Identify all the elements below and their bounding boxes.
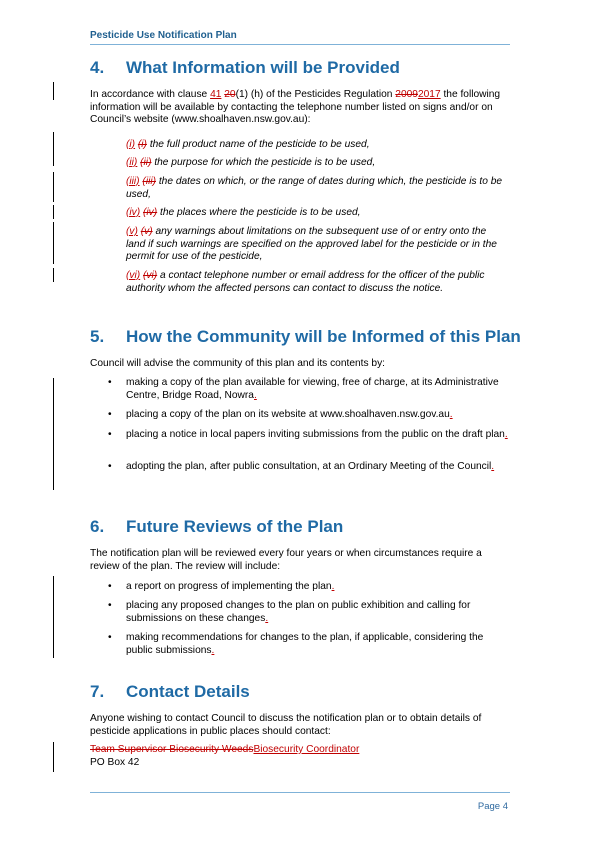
bullet-icon: •: [108, 581, 112, 592]
bullet-item: • placing any proposed changes to the plan on public exhibition and calling for submissions on these changes.: [108, 600, 471, 624]
section-title: Contact Details: [126, 682, 250, 701]
bullet-icon: •: [108, 409, 112, 420]
bullet-icon: •: [108, 377, 112, 388]
deleted-text: (ii): [140, 157, 152, 168]
change-bar: [53, 172, 54, 202]
inserted-text: (iii): [126, 176, 140, 187]
bullet-item: • placing a notice in local papers inviting submissions from the public on the draft plan.: [108, 429, 508, 440]
running-header: Pesticide Use Notification Plan: [90, 30, 237, 41]
bullet-item: • placing a copy of the plan on its website at www.shoalhaven.nsw.gov.au.: [108, 409, 453, 420]
section-heading: [90, 58, 400, 78]
section-number: 6.: [90, 517, 105, 536]
deleted-text: (i): [137, 139, 147, 150]
deleted-text: 20: [224, 89, 236, 100]
change-bar: [53, 268, 54, 282]
list-item: (ii) (ii) the purpose for which the pesticide is to be used,: [126, 157, 376, 168]
paragraph: The notification plan will be reviewed every four years or when circumstances require a review of the plan. The review will include:: [90, 548, 482, 572]
paragraph: In accordance with clause 41 20(1) (h) of the Pesticides Regulation 20092017 the following information will be available by contacting the telephone number listed on signs and/or on Council’s website (www.shoalhaven.nsw.gov.au):: [90, 89, 501, 126]
list-item: (iv) (iv) the places where the pesticide is to be used,: [126, 207, 361, 218]
section-heading: [90, 327, 521, 347]
inserted-text: .: [253, 389, 257, 401]
section-title: How the Community will be Informed of this Plan: [126, 327, 521, 346]
list-item: (v) (v) any warnings about limitations on the subsequent use of or entry onto the land if such warnings are specified on the approved label for the pesticide or in the permit for use of the pesticide,: [126, 226, 497, 263]
section-number: 7.: [90, 682, 105, 701]
change-bar: [53, 132, 54, 166]
inserted-text: Biosecurity Coordinator: [253, 744, 360, 755]
bullet-icon: •: [108, 600, 112, 611]
change-bar: [53, 205, 54, 219]
deleted-text: (iii): [142, 176, 156, 187]
footer-rule: [90, 792, 510, 793]
deleted-text: (v): [140, 226, 153, 237]
bullet-icon: •: [108, 429, 112, 440]
change-bar: [53, 576, 54, 658]
page-number: Page 4: [477, 801, 508, 812]
inserted-text: .: [491, 461, 495, 472]
header-rule: [90, 44, 510, 45]
inserted-text: .: [211, 644, 215, 656]
section-heading: [90, 517, 343, 537]
list-item: (vi) (vi) a contact telephone number or email address for the officer of the public authority whom the affected persons can contact to discuss the notice.: [126, 270, 485, 294]
bullet-item: • a report on progress of implementing the plan.: [108, 581, 335, 592]
inserted-text: .: [449, 409, 453, 420]
contact-address: PO Box 42: [90, 757, 140, 768]
bullet-item: • making a copy of the plan available for viewing, free of charge, at its Administrative Centre, Bridge Road, Nowra.: [108, 377, 499, 401]
inserted-text: .: [504, 429, 508, 440]
inserted-text: .: [331, 581, 335, 592]
section-title: What Information will be Provided: [126, 58, 400, 77]
deleted-text: (iv): [143, 207, 158, 218]
inserted-text: 2017: [417, 89, 441, 100]
deleted-text: (vi): [143, 270, 158, 281]
inserted-text: (i): [126, 139, 136, 150]
paragraph: Anyone wishing to contact Council to discuss the notification plan or to obtain details of pesticide applications in public places should contact:: [90, 713, 482, 737]
bullet-icon: •: [108, 632, 112, 643]
section-heading: [90, 682, 250, 702]
change-bar: [53, 222, 54, 264]
list-item: (i) (i) the full product name of the pesticide to be used,: [126, 139, 370, 150]
inserted-text: (vi): [126, 270, 141, 281]
bullet-item: • making recommendations for changes to the plan, if applicable, considering the public submissions.: [108, 632, 484, 656]
contact-title: [90, 744, 510, 757]
paragraph: Council will advise the community of this plan and its contents by:: [90, 358, 386, 369]
deleted-text: 2009: [395, 89, 418, 100]
bullet-item: • adopting the plan, after public consultation, at an Ordinary Meeting of the Council.: [108, 461, 495, 472]
change-bar: [53, 742, 54, 772]
inserted-text: (v): [126, 226, 138, 237]
change-bar: [53, 378, 54, 490]
section-number: 5.: [90, 327, 105, 346]
inserted-text: 41: [210, 89, 222, 100]
section-title: Future Reviews of the Plan: [126, 517, 344, 536]
list-item: (iii) (iii) the dates on which, or the range of dates during which, the pesticide is to be used,: [126, 176, 503, 200]
deleted-text: Team Supervisor Biosecurity Weeds: [90, 744, 254, 755]
change-bar: [53, 82, 54, 100]
inserted-text: (ii): [126, 157, 138, 168]
section-number: 4.: [90, 58, 105, 77]
inserted-text: (iv): [126, 207, 141, 218]
bullet-icon: •: [108, 461, 112, 472]
inserted-text: .: [265, 612, 269, 624]
